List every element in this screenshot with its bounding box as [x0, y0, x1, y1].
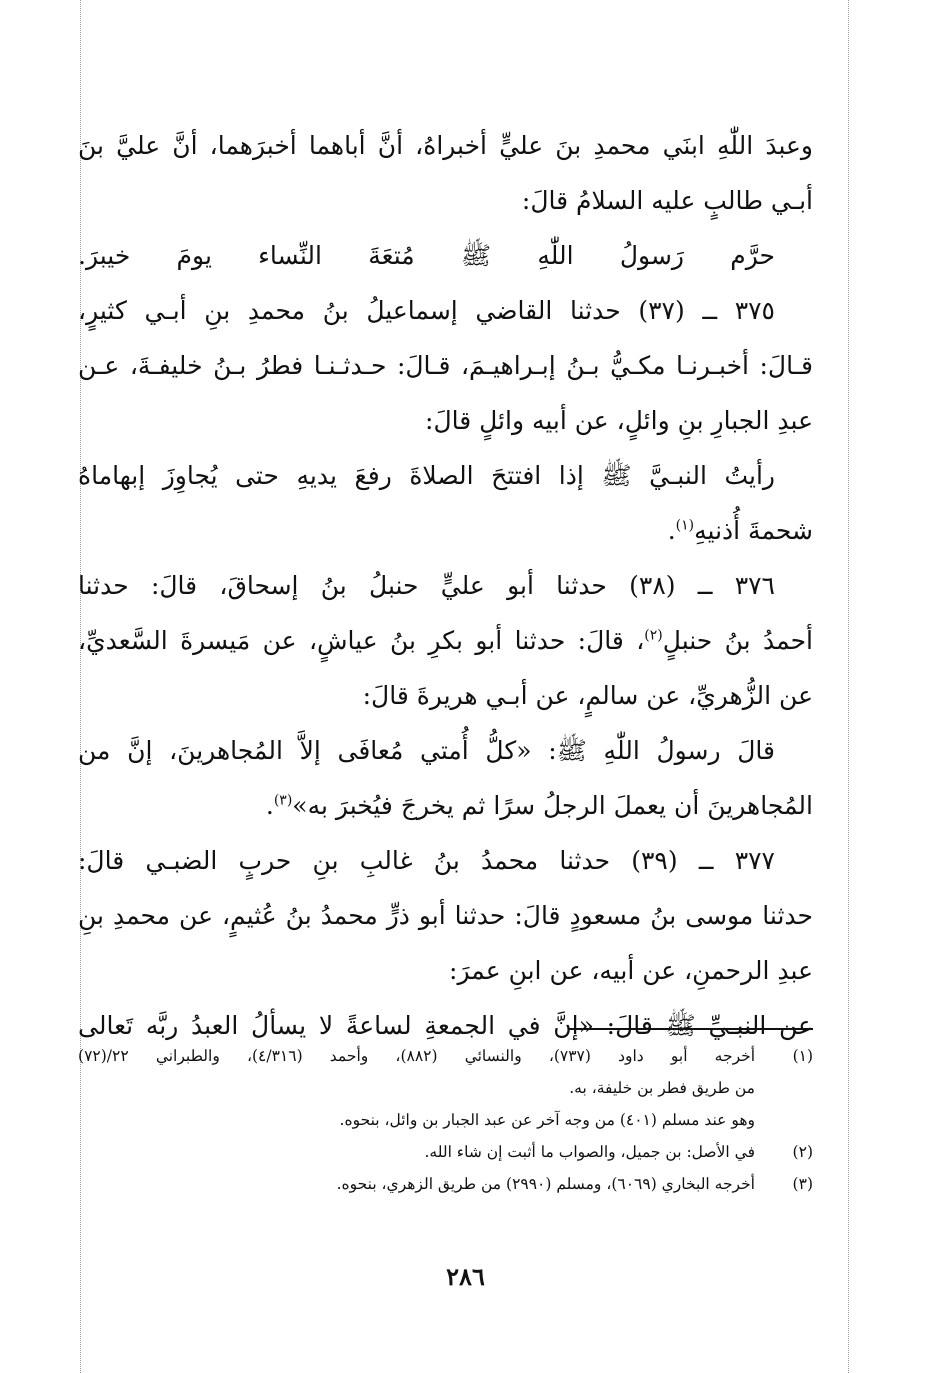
page-number: ٢٨٦ [446, 1262, 485, 1291]
footnote-separator [568, 1028, 813, 1030]
text-line [78, 833, 813, 888]
text-line [78, 228, 813, 283]
footnote-line [78, 1104, 813, 1136]
footnote-line [78, 1072, 813, 1104]
line-text: ٣٧٧ ــ (٣٩) حدثنا محمدُ بنُ غالبِ بنِ حربٍ الضبـي قالَ: [78, 846, 775, 875]
footnote-number: (٣) [792, 1175, 813, 1193]
line-text: عبدِ الجبارِ بنِ وائلٍ، عن أبيه وائلٍ قالَ: [425, 406, 813, 435]
footnote-line [78, 1040, 813, 1072]
footnote-text: وهو عند مسلم (٤٠١) من وجه آخر عن عبد الجبار بن وائل، بنحوه. [339, 1111, 755, 1129]
line-text: أبـي طالبٍ عليه السلامُ قالَ: [521, 186, 813, 215]
text-line [78, 723, 813, 778]
footnote-line [78, 1136, 813, 1168]
text-line [78, 668, 813, 723]
line-text: قالَ رسولُ اللّٰهِ ﷺ: «كلُّ أُمتي مُعافَى إلاَّ المُجاهرينَ، إنَّ من [78, 736, 775, 765]
line-text: عن الزُّهريِّ، عن سالمٍ، عن أبـي هريرةَ قالَ: [362, 681, 813, 710]
footnote-number: (٢) [792, 1143, 813, 1161]
footnote-marker: (١) [675, 517, 695, 534]
footnote-text: أخرجه أبو داود (٧٣٧)، والنسائي (٨٨٢)، وأحمد (٤/٣١٦)، والطبراني ٢٢/(٧٢) [78, 1047, 756, 1065]
footnote-line [78, 1168, 813, 1200]
line-text: ٣٧٦ ــ (٣٨) حدثنا أبو عليٍّ حنبلُ بنُ إسحاقَ، قالَ: حدثنا [78, 571, 775, 600]
line-text: قـالَ: أخبـرنـا مكـيُّ بـنُ إبـراهيـمَ، قـالَ: حـدثـنـا فطرُ بـنُ خليفـةَ، عـن [78, 351, 813, 380]
text-line [78, 338, 813, 393]
text-line [78, 448, 813, 503]
line-text: شحمةَ أُذنيهِ [694, 516, 813, 545]
text-line [78, 558, 813, 613]
text-line [78, 503, 813, 558]
footnote-text: أخرجه البخاري (٦٠٦٩)، ومسلم (٢٩٩٠) من طريق الزهري، بنحوه. [336, 1175, 755, 1193]
right-margin-line [848, 0, 849, 1373]
text-line [78, 283, 813, 338]
line-text: وعبدَ اللّٰهِ ابنَي محمدِ بنَ عليٍّ أخبراهُ، أنَّ أباهما أخبرَهما، أنَّ عليَّ بنَ [78, 131, 813, 160]
footnotes [78, 1040, 813, 1200]
footnote-text: من طريق فطر بن خليفة، به. [569, 1079, 755, 1097]
footnote-text: في الأصل: بن جميل، والصواب ما أثبت إن شاء الله. [424, 1143, 755, 1161]
text-line [78, 778, 813, 833]
line-text: رأيتُ النبـيَّ ﷺ إذا افتتحَ الصلاةَ رفعَ يديهِ حتى يُجاوِزَ إبهاماهُ [78, 461, 775, 490]
footnote-marker: (٢) [644, 627, 663, 644]
footnote-marker: (٣) [273, 792, 293, 809]
text-line [78, 888, 813, 943]
line-text-tail: . [265, 791, 274, 820]
text-line [78, 613, 813, 668]
line-text-tail: . [667, 516, 676, 545]
line-text: عن النبـيِّ ﷺ قالَ: «إنَّ في الجمعةِ لساعةً لا يسألُ العبدُ ربَّه تَعالى [78, 1011, 813, 1040]
line-text-tail: ، قالَ: حدثنا أبو بكرِ بنُ عياشٍ، عن مَيسرةَ السَّعديِّ، [78, 626, 645, 655]
footnote-number: (١) [792, 1047, 813, 1065]
text-line [78, 393, 813, 448]
line-text: ٣٧٥ ــ (٣٧) حدثنا القاضي إسماعيلُ بنُ محمدِ بنِ أبـي كثيرٍ، [78, 296, 775, 325]
line-text: المُجاهرينَ أن يعملَ الرجلُ سرًا ثم يخرجَ فيُخبرَ به» [292, 791, 813, 820]
text-line [78, 118, 813, 173]
text-line [78, 943, 813, 998]
line-text: حرَّم رَسولُ اللّٰهِ ﷺ مُتعَةَ النِّساء يومَ خيبرَ. [78, 241, 775, 270]
line-text: أحمدُ بنُ حنبلٍ [662, 626, 813, 655]
text-line [78, 173, 813, 228]
line-text: عبدِ الرحمنِ، عن أبيه، عن ابنِ عمرَ: [449, 956, 813, 985]
main-text [78, 118, 813, 1053]
line-text: حدثنا موسى بنُ مسعودٍ قالَ: حدثنا أبو ذرٍّ محمدُ بنُ عُثيمٍ، عن محمدِ بنِ [78, 901, 813, 930]
